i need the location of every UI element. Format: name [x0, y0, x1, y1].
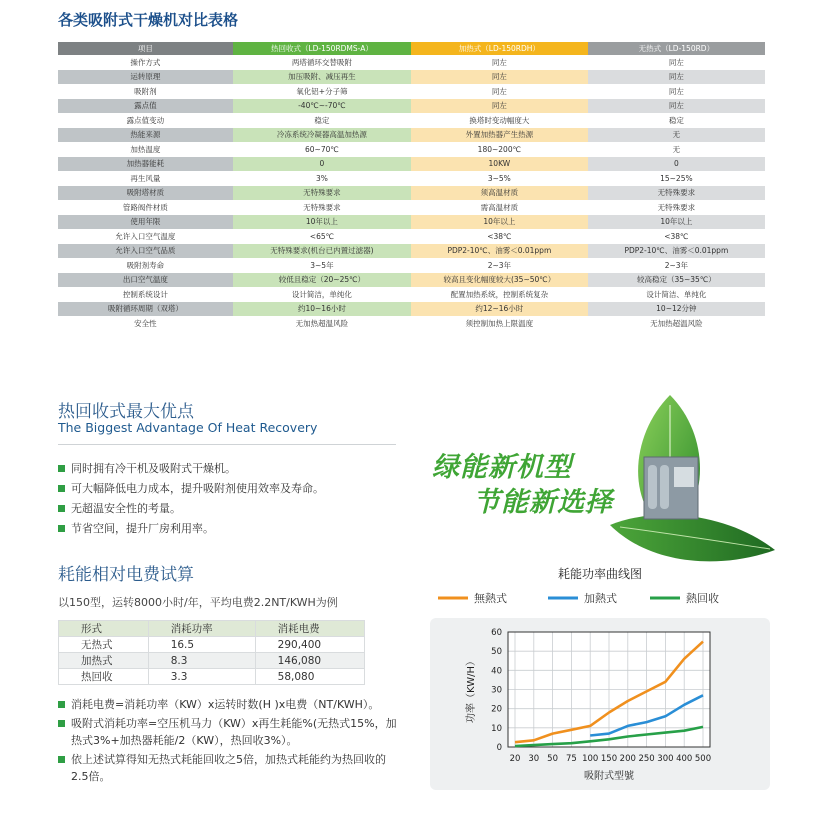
chart-ylabel: 功率（KW/H） [466, 656, 477, 723]
row-value: 10年以上 [588, 215, 765, 230]
header-heat-recovery: 热回收式（LD-150RDMS-A） [233, 42, 411, 55]
x-tick-label: 100 [582, 754, 599, 764]
cost-header-power: 消耗功率 [148, 621, 255, 637]
comparison-row [58, 244, 765, 259]
row-value: 同左 [411, 70, 588, 85]
row-value: 无特殊要求 [233, 186, 411, 201]
legend-label: 加熱式 [584, 592, 617, 605]
row-value: 同左 [491, 57, 507, 67]
advantage-item: 可大幅降低电力成本，提升吸附剂使用效率及寿命。 [58, 479, 324, 499]
comparison-row [58, 171, 765, 186]
row-value: 氧化铝+分子筛 [296, 86, 348, 96]
row-value: 同左 [588, 99, 765, 114]
row-value: 无加热超温风险 [650, 318, 703, 328]
row-value: 设计简洁，单纯化 [291, 289, 352, 299]
row-value: 外置加热器产生热源 [411, 128, 588, 143]
row-value: 无特殊要求 [303, 202, 341, 212]
cost-header-fee: 消耗电费 [255, 621, 364, 637]
leaf-illustration [600, 385, 780, 580]
legend-label: 熱回收 [686, 592, 719, 605]
row-label: 再生风量 [130, 173, 161, 183]
x-tick-label: 75 [565, 754, 577, 764]
row-value: 冷冻系统冷凝器高温加热源 [233, 128, 411, 143]
comparison-row [58, 215, 765, 230]
row-value: 10年以上 [411, 215, 588, 230]
row-label: 吸附剂 [134, 86, 157, 96]
slogan-line-1: 绿能新机型 [432, 452, 572, 483]
row-value: 较高稳定（35~35℃） [588, 273, 765, 288]
comparison-row [58, 84, 765, 99]
x-tick-label: 50 [547, 754, 559, 764]
comparison-row [58, 142, 765, 157]
row-value: 无加热超温风险 [295, 318, 349, 328]
row-value: 无 [588, 128, 765, 143]
cost-cell: 加热式 [59, 653, 149, 669]
row-value: 约12~16小时 [411, 302, 588, 317]
row-value: 10年以上 [233, 215, 411, 230]
cost-note: 吸附式消耗功率=空压机马力（KW）x再生耗能%(无热式15%，加热式3%+加热器耗能/2（KW），热回收3%）。 [58, 715, 398, 749]
row-value: 须控制加热上限温度 [465, 318, 534, 328]
chart-legend [438, 591, 719, 605]
row-label: 露点值变动 [126, 115, 165, 125]
row-value: 0 [233, 157, 411, 172]
advantage-item: 无超温安全性的考量。 [58, 499, 324, 519]
x-tick-label: 200 [619, 754, 636, 764]
header-heated: 加热式（LD-150RDH） [411, 42, 588, 55]
y-tick-label: 20 [491, 704, 502, 715]
row-value: 配置加热系统，控制系统复杂 [450, 289, 549, 299]
y-tick-label: 10 [491, 723, 502, 734]
advantage-item: 同时拥有冷干机及吸附式干燥机。 [58, 459, 324, 479]
row-value: <38℃ [487, 231, 512, 241]
advantage-list [58, 459, 324, 539]
leaf-lower [610, 515, 775, 562]
comparison-row [58, 273, 765, 288]
x-tick-label: 400 [676, 754, 693, 764]
row-value: 无特殊要求 [588, 186, 765, 201]
row-value: 稳定 [314, 115, 330, 125]
comparison-row [58, 113, 765, 128]
row-label: 允许入口空气品质 [58, 244, 233, 259]
row-value: 0 [588, 157, 765, 172]
row-value: PDP2-10℃、油雾＜0.01ppm [411, 244, 588, 259]
row-label: 出口空气温度 [58, 273, 233, 288]
cost-note: 消耗电费=消耗功率（KW）x运转时数(H )x电费（NT/KWH）。 [58, 696, 398, 713]
cost-row [59, 669, 365, 685]
energy-chart [420, 560, 780, 795]
row-label: 安全性 [134, 318, 157, 328]
x-tick-label: 250 [638, 754, 655, 764]
advantage-subtitle: The Biggest Advantage Of Heat Recovery [58, 420, 318, 435]
cost-row [59, 653, 365, 669]
row-label: 控制系统设计 [122, 289, 168, 299]
row-label: 热能来源 [58, 128, 233, 143]
y-tick-label: 40 [491, 666, 502, 677]
cost-cell: 3.3 [148, 669, 255, 685]
row-value: 15~25% [660, 173, 693, 183]
divider [58, 444, 396, 445]
row-value: 无 [672, 144, 681, 154]
chart-xlabel: 吸附式型號 [584, 771, 634, 782]
row-label: 加热器能耗 [58, 157, 233, 172]
row-label: 操作方式 [130, 57, 161, 67]
row-label: 加热温度 [130, 144, 161, 154]
cost-note: 依上述试算得知无热式耗能回收之5倍，加热式耗能约为热回收的2.5倍。 [58, 751, 398, 785]
advantage-item: 节省空间，提升厂房利用率。 [58, 519, 324, 539]
row-value: 3~5年 [310, 260, 334, 270]
row-value: <38℃ [664, 231, 689, 241]
row-label: 露点值 [58, 99, 233, 114]
comparison-row [58, 157, 765, 172]
cost-cell: 无热式 [59, 637, 149, 653]
cost-row [59, 637, 365, 653]
comparison-table [58, 42, 765, 331]
row-value: 稳定 [668, 115, 684, 125]
row-value: 2~3年 [487, 260, 512, 270]
row-value: 约10~16小时 [233, 302, 411, 317]
comparison-row [58, 316, 765, 331]
y-tick-label: 30 [491, 685, 502, 696]
comparison-header-row [58, 42, 765, 55]
y-tick-label: 60 [491, 628, 502, 638]
row-value: 同左 [491, 86, 507, 96]
comparison-row [58, 200, 765, 215]
row-value: 加压吸附、减压再生 [233, 70, 411, 85]
x-tick-label: 300 [657, 754, 674, 764]
cost-table [58, 620, 365, 685]
cost-notes [58, 696, 398, 787]
row-label: 吸附循环周期（双塔） [58, 302, 233, 317]
comparison-row [58, 99, 765, 114]
chart-title: 耗能功率曲线图 [557, 567, 643, 581]
row-label: 吸附剂寿命 [126, 260, 165, 270]
row-value: -40℃~-70℃ [233, 99, 411, 114]
cost-cell: 146,080 [255, 653, 364, 669]
cost-cell: 8.3 [148, 653, 255, 669]
row-value: 10~12分钟 [588, 302, 765, 317]
row-value: 需高温材质 [480, 202, 519, 212]
advantage-title: 热回收式最大优点 [58, 402, 194, 422]
row-value: 3~5% [487, 173, 511, 183]
row-value: 无特殊要求(机台已内置过滤器) [233, 244, 411, 259]
comparison-row [58, 128, 765, 143]
row-value: 两塔循环交替吸附 [291, 57, 352, 67]
cost-cell: 热回收 [59, 669, 149, 685]
cost-cell: 16.5 [148, 637, 255, 653]
x-tick-label: 20 [509, 754, 521, 764]
y-tick-label: 50 [491, 647, 502, 658]
row-value: 同左 [668, 86, 684, 96]
x-tick-label: 150 [600, 754, 618, 764]
row-value: 较低且稳定（20~25℃） [233, 273, 411, 288]
row-value: 须高温材质 [411, 186, 588, 201]
row-label: 管路阀件材质 [122, 202, 168, 212]
header-item: 项目 [58, 42, 233, 55]
slogan-line-2: 节能新选择 [473, 487, 613, 518]
row-label: 使用年限 [58, 215, 233, 230]
x-tick-label: 500 [694, 754, 712, 764]
row-value: 同左 [668, 57, 684, 67]
row-value: 无特殊要求 [657, 202, 696, 212]
row-value: 60~70℃ [305, 144, 339, 154]
header-heatless: 无热式（LD-150RD） [588, 42, 765, 55]
cost-subtitle: 以150型，运转8000小时/年，平均电费2.2NT/KWH为例 [58, 596, 338, 609]
row-value: <65℃ [309, 231, 335, 241]
x-tick-label: 30 [528, 754, 540, 764]
row-value: 3% [315, 173, 328, 183]
cost-cell: 290,400 [255, 637, 364, 653]
cost-header-row [59, 621, 365, 637]
row-value: PDP2-10℃、油雾＜0.01ppm [588, 244, 765, 259]
row-value: 10KW [411, 157, 588, 172]
comparison-row [58, 302, 765, 317]
cost-header-type: 形式 [59, 621, 149, 637]
comparison-row [58, 229, 765, 244]
comparison-row [58, 70, 765, 85]
row-value: 设计简洁、单纯化 [646, 289, 707, 299]
cost-title: 耗能相对电费试算 [58, 565, 194, 585]
page-title: 各类吸附式干燥机对比表格 [58, 11, 239, 29]
row-value: 换塔时变动幅度大 [469, 115, 530, 125]
legend-label: 無熱式 [474, 592, 507, 605]
row-value: 同左 [588, 70, 765, 85]
row-value: 2~3年 [664, 260, 689, 270]
comparison-row [58, 258, 765, 273]
row-value: 同左 [411, 99, 588, 114]
row-label: 吸附塔材质 [58, 186, 233, 201]
y-tick-label: 0 [496, 743, 502, 753]
comparison-row [58, 287, 765, 302]
row-value: 较高且变化幅度较大(35~50℃） [411, 273, 588, 288]
row-label: 允许入口空气温度 [115, 231, 176, 241]
comparison-row [58, 186, 765, 201]
row-value: 180~200℃ [477, 144, 522, 154]
row-label: 运转原理 [58, 70, 233, 85]
comparison-row [58, 55, 765, 70]
cost-cell: 58,080 [255, 669, 364, 685]
